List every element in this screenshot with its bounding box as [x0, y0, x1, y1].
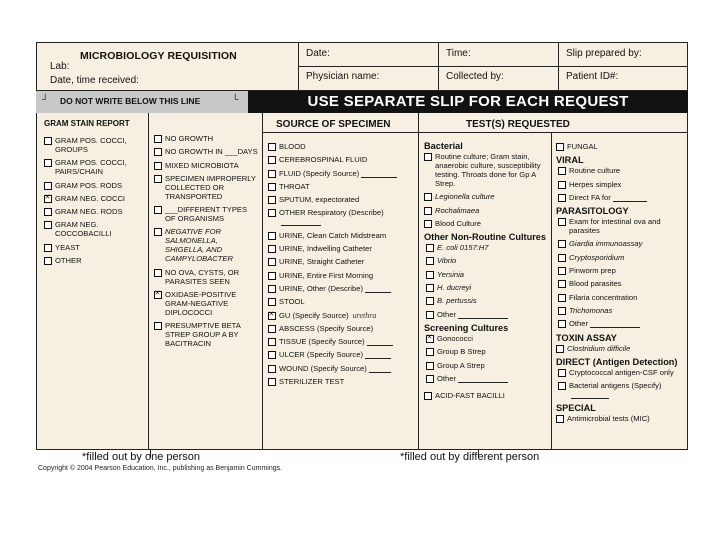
gram-stain-item-7[interactable]: YEAST	[44, 243, 146, 252]
fungal-list	[556, 142, 684, 151]
source-item-3[interactable]: FLUID (Specify Source)	[268, 169, 416, 178]
checkbox-icon[interactable]	[426, 297, 434, 305]
collected-by-label: Collected by:	[446, 71, 504, 82]
checkbox-icon[interactable]	[268, 378, 276, 386]
checkbox-icon[interactable]	[154, 206, 162, 214]
source-blank[interactable]	[369, 372, 391, 373]
checkbox-icon[interactable]	[268, 285, 276, 293]
checkbox-icon[interactable]	[558, 267, 566, 275]
gram-stain-list	[44, 136, 146, 269]
slip-prepared-by-label: Slip prepared by:	[566, 48, 642, 59]
parasitology-item-3[interactable]: Cryptosporidium	[558, 253, 684, 262]
screening-title: Screening Cultures	[424, 322, 509, 333]
source-item-17[interactable]: WOUND (Specify Source)	[268, 364, 416, 373]
date-time-received-label: Date, time received:	[50, 75, 139, 86]
checkbox-icon[interactable]	[558, 382, 566, 390]
source-item-4[interactable]: THROAT	[268, 182, 416, 191]
parasitology-item-4[interactable]: Pinworm prep	[558, 266, 684, 275]
acid-fast-item[interactable]: ACID-FAST BACILLI	[424, 391, 550, 400]
checkbox-icon[interactable]	[154, 162, 162, 170]
source-title: SOURCE OF SPECIMEN	[276, 119, 391, 130]
col-divider-3	[418, 113, 419, 450]
parasitology-item-7[interactable]: Trichomonas	[558, 306, 684, 315]
screening-item-3[interactable]: Group A Strep	[426, 361, 550, 370]
parasitology-item-2[interactable]: Giardia immunoassay	[558, 239, 684, 248]
non-routine-item-6[interactable]: Other	[426, 310, 550, 319]
special-title: SPECIAL	[556, 403, 596, 414]
growth-item-3[interactable]: MIXED MICROBIOTA	[154, 161, 258, 170]
direct-item-2[interactable]: Bacterial antigens (Specify)	[558, 381, 684, 399]
gram-stain-item-3[interactable]: GRAM POS. RODS	[44, 181, 146, 190]
checkbox-icon[interactable]	[426, 257, 434, 265]
checkbox-icon[interactable]	[558, 307, 566, 315]
checkbox-icon[interactable]	[268, 365, 276, 373]
source-item-6[interactable]: OTHER Respiratory (Describe)	[268, 208, 416, 226]
checkbox-icon[interactable]	[44, 257, 52, 265]
checkbox-icon[interactable]	[268, 156, 276, 164]
checkbox-icon[interactable]	[424, 153, 432, 161]
checkbox-icon[interactable]	[154, 135, 162, 143]
col-divider-4	[551, 132, 552, 450]
screening-list	[424, 334, 550, 383]
checkbox-icon[interactable]	[424, 392, 432, 400]
separate-slip-banner: USE SEPARATE SLIP FOR EACH REQUEST	[248, 91, 688, 113]
do-not-write-text: DO NOT WRITE BELOW THIS LINE	[60, 96, 201, 106]
bacterial-title: Bacterial	[424, 141, 463, 151]
parasitology-item-8[interactable]: Other	[558, 319, 684, 328]
source-item-1[interactable]: BLOOD	[268, 142, 416, 151]
note-different-person: *filled out by different person	[400, 451, 540, 463]
checkbox-icon[interactable]	[268, 209, 276, 217]
source-item-12[interactable]: STOOL	[268, 297, 416, 306]
checkbox-icon[interactable]	[268, 196, 276, 204]
non-routine-item-1[interactable]: E. coli 0157:H7	[426, 243, 550, 252]
checkbox-icon[interactable]	[268, 170, 276, 178]
checkbox-icon[interactable]	[426, 362, 434, 370]
checkbox-icon[interactable]	[558, 181, 566, 189]
copyright-text: Copyright © 2004 Pearson Education, Inc., publishing as Benjamin Cummings.	[38, 465, 283, 472]
source-item-10[interactable]: URINE, Entire First Morning	[268, 271, 416, 280]
checkbox-icon[interactable]	[268, 183, 276, 191]
checkbox-icon[interactable]	[268, 325, 276, 333]
checkbox-icon[interactable]	[426, 244, 434, 252]
checkbox-icon[interactable]	[424, 193, 432, 201]
growth-item-5[interactable]: ___DIFFERENT TYPES OF ORGANISMS	[154, 205, 258, 223]
viral-list	[556, 166, 684, 202]
gram-stain-item-1[interactable]: GRAM POS. COCCI, GROUPS	[44, 136, 146, 154]
growth-item-1[interactable]: NO GROWTH	[154, 134, 258, 143]
toxin-item-1[interactable]: Clostridium difficile	[556, 344, 684, 353]
note-one-person: *filled out by one person	[82, 451, 201, 463]
checkbox-icon[interactable]	[558, 320, 566, 328]
physician-name-label: Physician name:	[306, 71, 380, 82]
viral-title: VIRAL	[556, 155, 584, 166]
source-item-14[interactable]: ABSCESS (Specify Source)	[268, 324, 416, 333]
tests-title: TEST(S) REQUESTED	[466, 119, 570, 130]
date-label: Date:	[306, 48, 330, 59]
gram-stain-item-6[interactable]: GRAM NEG. COCCOBACILLI	[44, 220, 146, 238]
source-item-13[interactable]: ✕ GU (Specify Source) urethra	[268, 311, 416, 320]
header-mid-line	[298, 66, 688, 67]
growth-item-2[interactable]: NO GROWTH IN ___DAYS	[154, 147, 258, 156]
checked-checkbox-icon[interactable]	[154, 291, 162, 299]
checkbox-icon[interactable]	[424, 207, 432, 215]
checkbox-icon[interactable]	[154, 175, 162, 183]
bacterial-item-3[interactable]: Rochalimaea	[424, 206, 550, 215]
bacterial-item-2[interactable]: Legionella culture	[424, 192, 550, 201]
source-item-2[interactable]: CEREBROSPINAL FLUID	[268, 155, 416, 164]
source-blank[interactable]	[365, 358, 391, 359]
non-routine-item-4[interactable]: H. ducreyi	[426, 283, 550, 292]
checkbox-icon[interactable]	[268, 245, 276, 253]
checkbox-icon[interactable]	[154, 269, 162, 277]
acid-fast-list	[424, 391, 550, 400]
source-blank[interactable]	[365, 292, 391, 293]
special-item-1[interactable]: Antimicrobial tests (MIC)	[556, 414, 684, 423]
checkbox-icon[interactable]	[558, 294, 566, 302]
non-routine-list	[424, 243, 550, 318]
checked-checkbox-icon[interactable]	[44, 195, 52, 203]
toxin-title: TOXIN ASSAY	[556, 332, 617, 343]
col-divider-1	[148, 113, 149, 450]
source-item-8[interactable]: URINE, Indwelling Catheter	[268, 244, 416, 253]
special-list	[556, 414, 684, 423]
growth-item-8[interactable]: ✕ OXIDASE-POSITIVE GRAM-NEGATIVE DIPLOCOCCI	[154, 290, 258, 317]
bacterial-list	[424, 152, 550, 228]
parasitology-list	[556, 217, 684, 328]
checkbox-icon[interactable]	[556, 415, 564, 423]
toxin-list	[556, 344, 684, 353]
source-blank[interactable]	[361, 177, 397, 178]
checkbox-icon[interactable]	[558, 254, 566, 262]
growth-item-7[interactable]: NO OVA, CYSTS, OR PARASITES SEEN	[154, 268, 258, 286]
source-item-5[interactable]: SPUTUM, expectorated	[268, 195, 416, 204]
non-routine-item-3[interactable]: Yersinia	[426, 270, 550, 279]
patient-id-label: Patient ID#:	[566, 71, 619, 82]
checkbox-icon[interactable]	[268, 272, 276, 280]
checkbox-icon[interactable]	[154, 148, 162, 156]
checkbox-icon[interactable]	[268, 143, 276, 151]
growth-item-9[interactable]: PRESUMPTIVE BETA STREP GROUP A BY BACITRACIN	[154, 321, 258, 348]
checkbox-icon[interactable]	[556, 345, 564, 353]
other-blank[interactable]	[458, 382, 508, 383]
viral-item-2[interactable]: Herpes simplex	[558, 180, 684, 189]
growth-list	[154, 134, 258, 353]
checkbox-icon[interactable]	[558, 218, 566, 226]
source-item-16[interactable]: ULCER (Specify Source)	[268, 350, 416, 359]
gram-stain-item-8[interactable]: OTHER	[44, 256, 146, 265]
checkbox-icon[interactable]	[558, 369, 566, 377]
right-column	[556, 142, 684, 428]
arrow-right-icon: └	[232, 94, 239, 104]
lab-label: Lab:	[50, 61, 70, 72]
non-routine-item-5[interactable]: B. pertussis	[426, 296, 550, 305]
checkbox-icon[interactable]	[44, 244, 52, 252]
checkbox-icon[interactable]	[268, 338, 276, 346]
non-routine-title: Other Non-Routine Cultures	[424, 232, 546, 243]
direct-fa-blank[interactable]	[613, 201, 647, 202]
direct-title: DIRECT (Antigen Detection)	[556, 356, 678, 367]
checkbox-icon[interactable]	[268, 298, 276, 306]
checkbox-icon[interactable]	[44, 221, 52, 229]
parasitology-title: PARASITOLOGY	[556, 206, 629, 217]
tests-column	[424, 140, 550, 404]
source-item-9[interactable]: URINE, Straight Catheter	[268, 257, 416, 266]
checkbox-icon[interactable]	[426, 271, 434, 279]
antigen-blank[interactable]	[571, 398, 609, 399]
parasitology-item-6[interactable]: Filaria concentration	[558, 293, 684, 302]
other-blank[interactable]	[458, 318, 508, 319]
checkbox-icon[interactable]	[268, 258, 276, 266]
source-item-11[interactable]: URINE, Other (Describe)	[268, 284, 416, 293]
checkbox-icon[interactable]	[268, 232, 276, 240]
fungal-item[interactable]: FUNGAL	[556, 142, 684, 151]
gram-stain-item-4[interactable]: ✕ GRAM NEG. COCCI	[44, 194, 146, 203]
checkbox-icon[interactable]	[426, 311, 434, 319]
checkbox-icon[interactable]	[44, 208, 52, 216]
gram-stain-item-2[interactable]: GRAM POS. COCCI, PAIRS/CHAIN	[44, 158, 146, 176]
source-item-15[interactable]: TISSUE (Specify Source)	[268, 337, 416, 346]
gram-stain-item-5[interactable]: GRAM NEG. RODS	[44, 207, 146, 216]
non-routine-item-2[interactable]: Vibrio	[426, 256, 550, 265]
parasitology-item-1[interactable]: Exam for intestinal ova and parasites	[558, 217, 684, 235]
direct-list	[556, 368, 684, 399]
growth-item-6[interactable]: NEGATIVE FOR SALMONELLA, SHIGELLA, AND CAMPYLOBACTER	[154, 227, 258, 263]
checked-checkbox-icon[interactable]	[426, 335, 434, 343]
gram-stain-title: GRAM STAIN REPORT	[44, 119, 130, 128]
checkbox-icon[interactable]	[558, 194, 566, 202]
source-list	[268, 142, 416, 390]
gu-handwritten-note: urethra	[352, 310, 377, 320]
time-label: Time:	[446, 48, 471, 59]
col-title-line	[262, 132, 688, 133]
checkbox-icon[interactable]	[44, 159, 52, 167]
requisition-form	[36, 42, 688, 450]
checkbox-icon[interactable]	[154, 322, 162, 330]
checkbox-icon[interactable]	[426, 348, 434, 356]
growth-item-4[interactable]: SPECIMEN IMPROPERLY COLLECTED OR TRANSPORTED	[154, 174, 258, 201]
viral-item-3[interactable]: Direct FA for	[558, 193, 684, 202]
source-blank[interactable]	[281, 225, 321, 226]
checkbox-icon[interactable]	[558, 280, 566, 288]
source-item-7[interactable]: URINE, Clean Catch Midstream	[268, 231, 416, 240]
direct-item-1[interactable]: Cryptococcal antigen-CSF only	[558, 368, 684, 377]
screening-item-4[interactable]: Other	[426, 374, 550, 383]
arrow-left-icon: ┘	[42, 94, 49, 104]
checkbox-icon[interactable]	[556, 143, 564, 151]
checkbox-icon[interactable]	[426, 284, 434, 292]
checkbox-icon[interactable]	[44, 182, 52, 190]
bacterial-item-4[interactable]: Blood Culture	[424, 219, 550, 228]
checkbox-icon[interactable]	[154, 228, 162, 236]
checkbox-icon[interactable]	[44, 137, 52, 145]
checkbox-icon[interactable]	[426, 375, 434, 383]
checkbox-icon[interactable]	[558, 240, 566, 248]
col-divider-2	[262, 113, 263, 450]
border-bottom	[36, 449, 688, 450]
border-top	[36, 42, 688, 43]
do-not-write-bar	[36, 91, 248, 113]
form-title: MICROBIOLOGY REQUISITION	[80, 50, 237, 62]
bacterial-item-1[interactable]: Routine culture; Gram stain, anaerobic culture, susceptibility testing. Throats done for Gp A Strep.	[424, 152, 550, 188]
other-blank[interactable]	[590, 327, 640, 328]
checkbox-icon[interactable]	[558, 167, 566, 175]
checked-checkbox-icon[interactable]	[268, 312, 276, 320]
source-blank[interactable]	[367, 345, 393, 346]
checkbox-icon[interactable]	[268, 351, 276, 359]
source-item-18[interactable]: STERILIZER TEST	[268, 377, 416, 386]
parasitology-item-5[interactable]: Blood parasites	[558, 279, 684, 288]
screening-item-2[interactable]: Group B Strep	[426, 347, 550, 356]
checkbox-icon[interactable]	[424, 220, 432, 228]
screening-item-1[interactable]: ✕ Gonococci	[426, 334, 550, 343]
viral-item-1[interactable]: Routine culture	[558, 166, 684, 175]
